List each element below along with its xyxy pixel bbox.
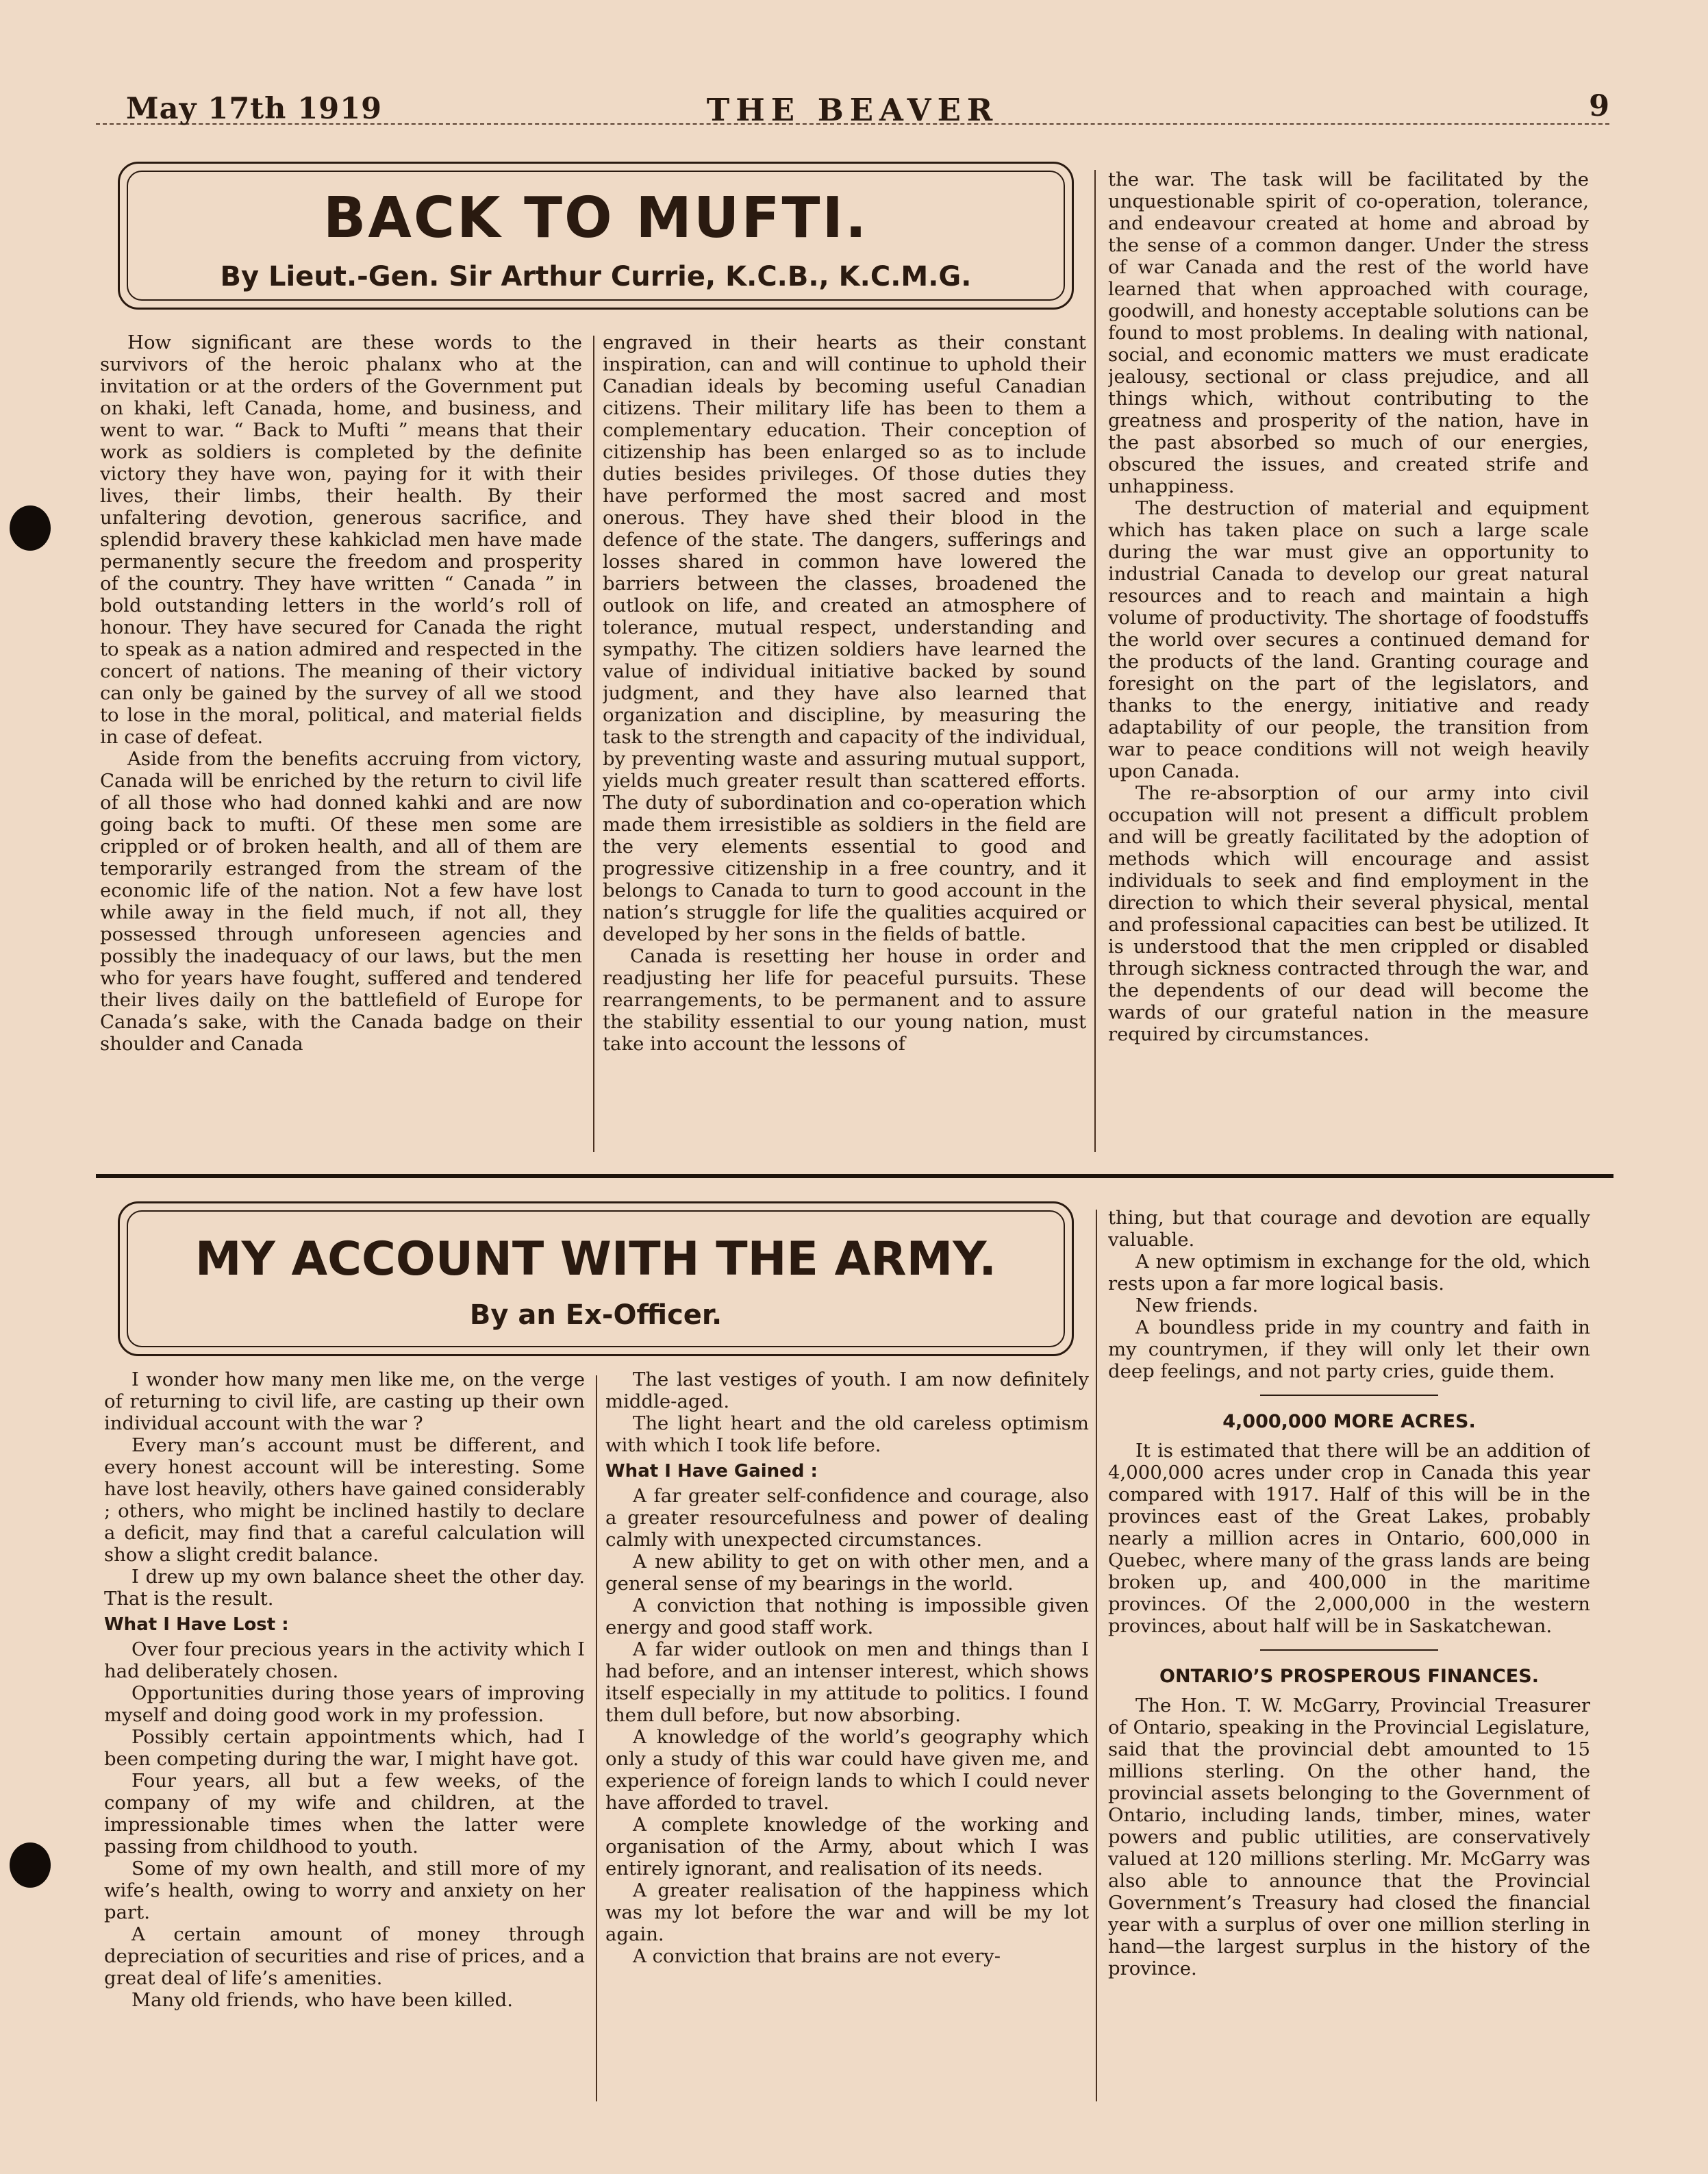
list-item: Four years, all but a few weeks, of the company of my wife and children, at the impressionable times when the latter were passing from childhood to youth. [104,1770,585,1858]
lost-heading: What I Have Lost : [104,1614,289,1635]
paragraph: How significant are these words to the survivors of the heroic phalanx who at the invitation or at the orders of the Government put on khaki, left Canada, home, and business, and went to war. “ Back to Mufti ” means that their work as soldiers is completed by the definite victory they have won, paying for it with their lives, their limbs, their health. By their unfaltering devotion, generous sacrifice, and splendid bravery these kahkiclad men have made permanently secure the freedom and prosperity of the country. They have written “ Canada ” in bold outstanding letters in the world’s roll of honour. They have secured for Canada the right to speak as a nation admired and respected in the concert of nations. The meaning of their victory can only be gained by the survey of all we stood to lose in the moral, political, and material fields in case of defeat. [100,332,582,748]
paragraph: The Hon. T. W. McGarry, Provincial Treasurer of Ontario, speaking in the Provincial Legislature, said that the provincial debt amounted to 15 millions sterling. On the other hand, the provincial assets belonging to the Government of Ontario, including lands, timber, mines, water powers and public utilities, are conservatively valued at 120 millions sterling. Mr. McGarry was also able to announce that the Provincial Government’s Treasury had closed the financial year with a surplus of over one million sterling in hand—the largest surplus in the history of the province. [1108,1695,1590,1979]
acres-heading: 4,000,000 MORE ACRES. [1222,1411,1476,1432]
paragraph: A boundless pride in my country and faith in my countrymen, if they will only let their own deep feelings, and not party cries, guide them. [1108,1316,1590,1382]
punch-hole [10,505,51,551]
list-item: A far wider outlook on men and things than I had before, and an intenser interest, which shows itself especially in my attitude to politics. I found them dull before, but now absorbing. [605,1638,1089,1726]
paragraph: the war. The task will be facilitated by the unquestionable spirit of co-operation, tolerance, and endeavour created at home and abroad by the sense of a common danger. Under the stress of war Canada and the rest of the world have learned that when approached with courage, goodwill, and honesty acceptable solutions can be found to most problems. In dealing with national, social, and economic matters we must eradicate jealousy, sectional or class prejudice, and all things which, without contributing to the greatness and prosperity of the nation, have in the past absorbed so much of our energies, obscured the issues, and created strife and unhappiness. [1108,168,1589,497]
list-item: A knowledge of the world’s geography which only a study of this war could have given me, and experience of foreign lands to which I could never have afforded to travel. [605,1726,1089,1814]
page-header [96,89,1609,128]
article2-byline: By an Ex-Officer. [469,1299,723,1331]
article2-column-3 [1108,1207,1590,2110]
paragraph: Aside from the benefits accruing from victory, Canada will be enriched by the return to civil life of all those who had donned kahki and are now going back to mufti. Of these men some are crippled or of broken health, and all of them are temporarily estranged from the stream of the economic life of the nation. Not a few have lost while away in the field much, if not all, they possessed through unforeseen agencies and possibly the inadequacy of our laws, but the men who for years have fought, suffered and tendered their lives daily on the battlefield of Europe for Canada’s sake, with the Canada badge on their shoulder and Canada [100,748,582,1055]
paragraph: It is estimated that there will be an addition of 4,000,000 acres under crop in Canada this year compared with 1917. Half of this will be in the provinces east of the Great Lakes, probably nearly a million acres in Ontario, 600,000 in Quebec, where many of the grass lands are being broken up, and 400,000 in the maritime provinces. Of the 2,000,000 in the western provinces, about half will be in Saskatchewan. [1108,1440,1590,1637]
article1-column-3 [1108,168,1589,1156]
article2-title-box [118,1201,1074,1356]
paragraph: Canada is resetting her house in order and readjusting her life for peaceful pursuits. These rearrangements, to be permanent and to assure the stability essential to our young nation, must take into account the lessons of [603,945,1086,1055]
paragraph: thing, but that courage and devotion are equally valuable. [1108,1207,1590,1251]
list-item: Opportunities during those years of improving myself and doing good work in my profession. [104,1682,585,1726]
paragraph: The destruction of material and equipment which has taken place on such a large scale during the war must give an opportunity to industrial Canada to develop our great natural resources and to reach and maintain a high volume of productivity. The shortage of foodstuffs the world over secures a continued demand for the products of the land. Granting courage and foresight on the part of the legislators, and thanks to the energy, initiative and ready adaptability of our people, the transition from war to peace conditions will not weigh heavily upon Canada. [1108,497,1589,782]
paragraph: engraved in their hearts as their constant inspiration, can and will continue to uphold their Canadian ideals by becoming useful Canadian citizens. Their military life has been to them a complementary education. Their conception of citizenship has been enlarged so as to include duties besides privileges. Of those duties they have performed the most sacred and most onerous. They have shed their blood in the defence of the state. The dangers, sufferings and losses shared in common have lowered the barriers between the classes, broadened the outlook on life, and created an atmosphere of tolerance, mutual respect, understanding and sympathy. The citizen soldiers have learned the value of individual initiative backed by sound judgment, and they have also learned that organization and discipline, by measuring the task to the strength and capacity of the individual, by preventing waste and assuring mutual support, yields much greater result than scattered efforts. The duty of subordination and co-operation which made them irresistible as soldiers in the field are the very elements essential to good and progressive citizenship in a free country, and it belongs to Canada to turn to good account in the nation’s struggle for life the qualities acquired or developed by her sons in the fields of battle. [603,332,1086,945]
list-item: A conviction that brains are not every- [633,1945,1001,1967]
list-item: A complete knowledge of the working and organisation of the Army, about which I was entirely ignorant, and realisation of its needs. [605,1814,1089,1879]
list-item: A conviction that nothing is impossible given energy and good staff work. [605,1595,1089,1638]
list-item: A new ability to get on with other men, and a general sense of my bearings in the world. [605,1551,1089,1595]
list-item: The last vestiges of youth. I am now definitely middle-aged. [605,1369,1089,1412]
article1-column-2 [603,332,1086,1156]
short-divider [1260,1395,1438,1396]
list-item: A certain amount of money through depreciation of securities and rise of prices, and a great deal of life’s amenities. [104,1923,585,1989]
article2-column-1 [104,1369,585,2110]
list-item: The light heart and the old careless optimism with which I took life before. [605,1412,1089,1456]
list-item: Over four precious years in the activity which I had deliberately chosen. [104,1638,585,1682]
list-item: A greater realisation of the happiness which was my lot before the war and will be my lot again. [605,1879,1089,1945]
article2-headline: MY ACCOUNT WITH THE ARMY. [194,1232,997,1286]
list-item: Possibly certain appointments which, had I been competing during the war, I might have got. [104,1726,585,1770]
page-number: 9 [1589,89,1609,123]
article1-title-box [118,162,1074,310]
paragraph: I drew up my own balance sheet the other day. That is the result. [104,1566,585,1610]
article1-headline: BACK TO MUFTI. [323,186,869,251]
paragraph: The re-absorption of our army into civil occupation will not present a difficult problem and will be greatly facilitated by the adoption of methods which will encourage and assist individuals to seek and find employment in the direction to which their several physical, mental and professional capacities can best be utilized. It is understood that the men crippled or disabled through sickness contracted through the war, and the dependents of our dead will become the wards of our grateful nation in the measure required by circumstances. [1108,782,1589,1045]
ontario-heading: ONTARIO’S PROSPEROUS FINANCES. [1159,1666,1539,1687]
paragraph: I wonder how many men like me, on the verge of returning to civil life, are casting up their own individual account with the war ? [104,1369,585,1434]
punch-hole [10,1842,51,1888]
short-divider [1260,1649,1438,1651]
article1-column-1 [100,332,582,1156]
column-divider [1094,170,1096,1152]
paragraph: New friends. [1135,1295,1259,1316]
issue-date: May 17th 1919 [126,92,383,126]
paragraph: Every man’s account must be different, and every honest account will be interesting. Some have lost heavily, others have gained considerably ; others, who might be inclined hastily to declare a deficit, may find that a careful calculation will show a slight credit balance. [104,1434,585,1566]
list-item: Some of my own health, and still more of my wife’s health, owing to worry and anxiety on her part. [104,1858,585,1923]
article1-byline: By Lieut.-Gen. Sir Arthur Currie, K.C.B., K.C.M.G. [220,261,972,292]
paragraph: A new optimism in exchange for the old, which rests upon a far more logical basis. [1108,1251,1590,1295]
list-item: Many old friends, who have been killed. [131,1989,514,2011]
column-divider [1096,1210,1097,2101]
column-divider [593,336,594,1152]
list-item: A far greater self-confidence and courage, also a greater resourcefulness and power of dealing calmly with unexpected circumstances. [605,1485,1089,1551]
section-divider [96,1174,1613,1178]
magazine-title: THE BEAVER [706,92,999,128]
article2-column-2 [605,1369,1089,2110]
column-divider [596,1375,597,2101]
gained-heading: What I Have Gained : [605,1461,818,1482]
